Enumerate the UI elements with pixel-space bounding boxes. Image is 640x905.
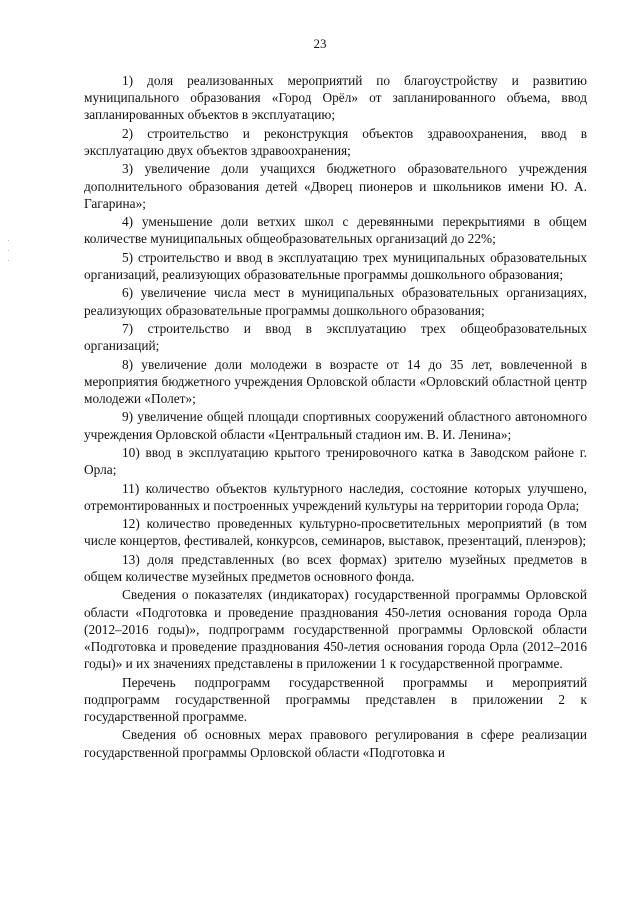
page-number: 23 xyxy=(313,36,327,51)
paragraph-item-1: 1) доля реализованных мероприятий по благоустройству и развитию муниципального образования «Город Орёл» от запланированного объема, ввод запланированных объектов в эксплуатацию; xyxy=(84,73,587,123)
paragraph-item-12: 12) количество проведенных культурно-просветительных мероприятий (в том числе концертов, фестивалей, конкурсов, семинаров, выставок, презентаций, пленэров); xyxy=(84,516,587,549)
paragraph-item-3: 3) увеличение доли учащихся бюджетного образовательного учреждения дополнительного образования детей «Дворец пионеров и школьников имени Ю. А. Гагарина»; xyxy=(84,161,587,211)
paragraph-item-8: 8) увеличение доли молодежи в возрасте от 14 до 35 лет, вовлеченной в мероприятия бюджетного учреждения Орловской области «Орловский областной центр молодежи «Полет»; xyxy=(84,356,587,406)
paragraph-item-10: 10) ввод в эксплуатацию крытого тренировочного катка в Заводском районе г. Орла; xyxy=(84,444,587,478)
paragraph-indicators-info: Сведения о показателях (индикаторах) государственной программы Орловской области «Подготовка и проведение празднования 450-летия основания города Орла (2012–2016 годы)», подпрограмм государственной программы Орловской области «Подготовка и проведение празднования 450-летия основания города Орла (2012–2016 годы)» и их значениях представлены в приложении 1 к государственной программе. xyxy=(84,587,587,672)
paragraph-item-6: 6) увеличение числа мест в муниципальных образовательных организациях, реализующих образовательные программы дошкольного образования; xyxy=(84,285,587,318)
paragraph-legal-regulation: Сведения об основных мерах правового регулирования в сфере реализации государственной программы Орловской области «Подготовка и xyxy=(84,727,587,760)
margin-mark xyxy=(8,250,9,251)
document-body xyxy=(84,72,587,761)
paragraph-item-5: 5) строительство и ввод в эксплуатацию трех муниципальных образовательных организаций, реализующих образовательные программы дошкольного образования; xyxy=(84,249,587,282)
margin-marks xyxy=(8,240,10,280)
paragraph-item-13: 13) доля представленных (во всех формах) зрителю музейных предметов в общем количестве музейных предметов основного фонда. xyxy=(84,551,587,584)
paragraph-item-4: 4) уменьшение доли ветхих школ с деревянными перекрытиями в общем количестве муниципальных общеобразовательных организаций до 22%; xyxy=(84,214,587,247)
paragraph-item-2: 2) строительство и реконструкция объектов здравоохранения, ввод в эксплуатацию двух объектов здравоохранения; xyxy=(84,125,587,158)
paragraph-subprograms-list: Перечень подпрограмм государственной программы и мероприятий подпрограмм государственной программы представлен в приложении 2 к государственной программе. xyxy=(84,674,587,724)
margin-mark xyxy=(8,260,9,261)
margin-mark xyxy=(8,240,9,241)
paragraph-item-7: 7) строительство и ввод в эксплуатацию трех общеобразовательных организаций; xyxy=(84,320,587,354)
paragraph-item-9: 9) увеличение общей площади спортивных сооружений областного автономного учреждения Орловской области «Центральный стадион им. В. И. Ленина»; xyxy=(84,409,587,442)
paragraph-item-11: 11) количество объектов культурного наследия, состояние которых улучшено, отремонтированных и построенных учреждений культуры на территории города Орла; xyxy=(84,480,587,513)
